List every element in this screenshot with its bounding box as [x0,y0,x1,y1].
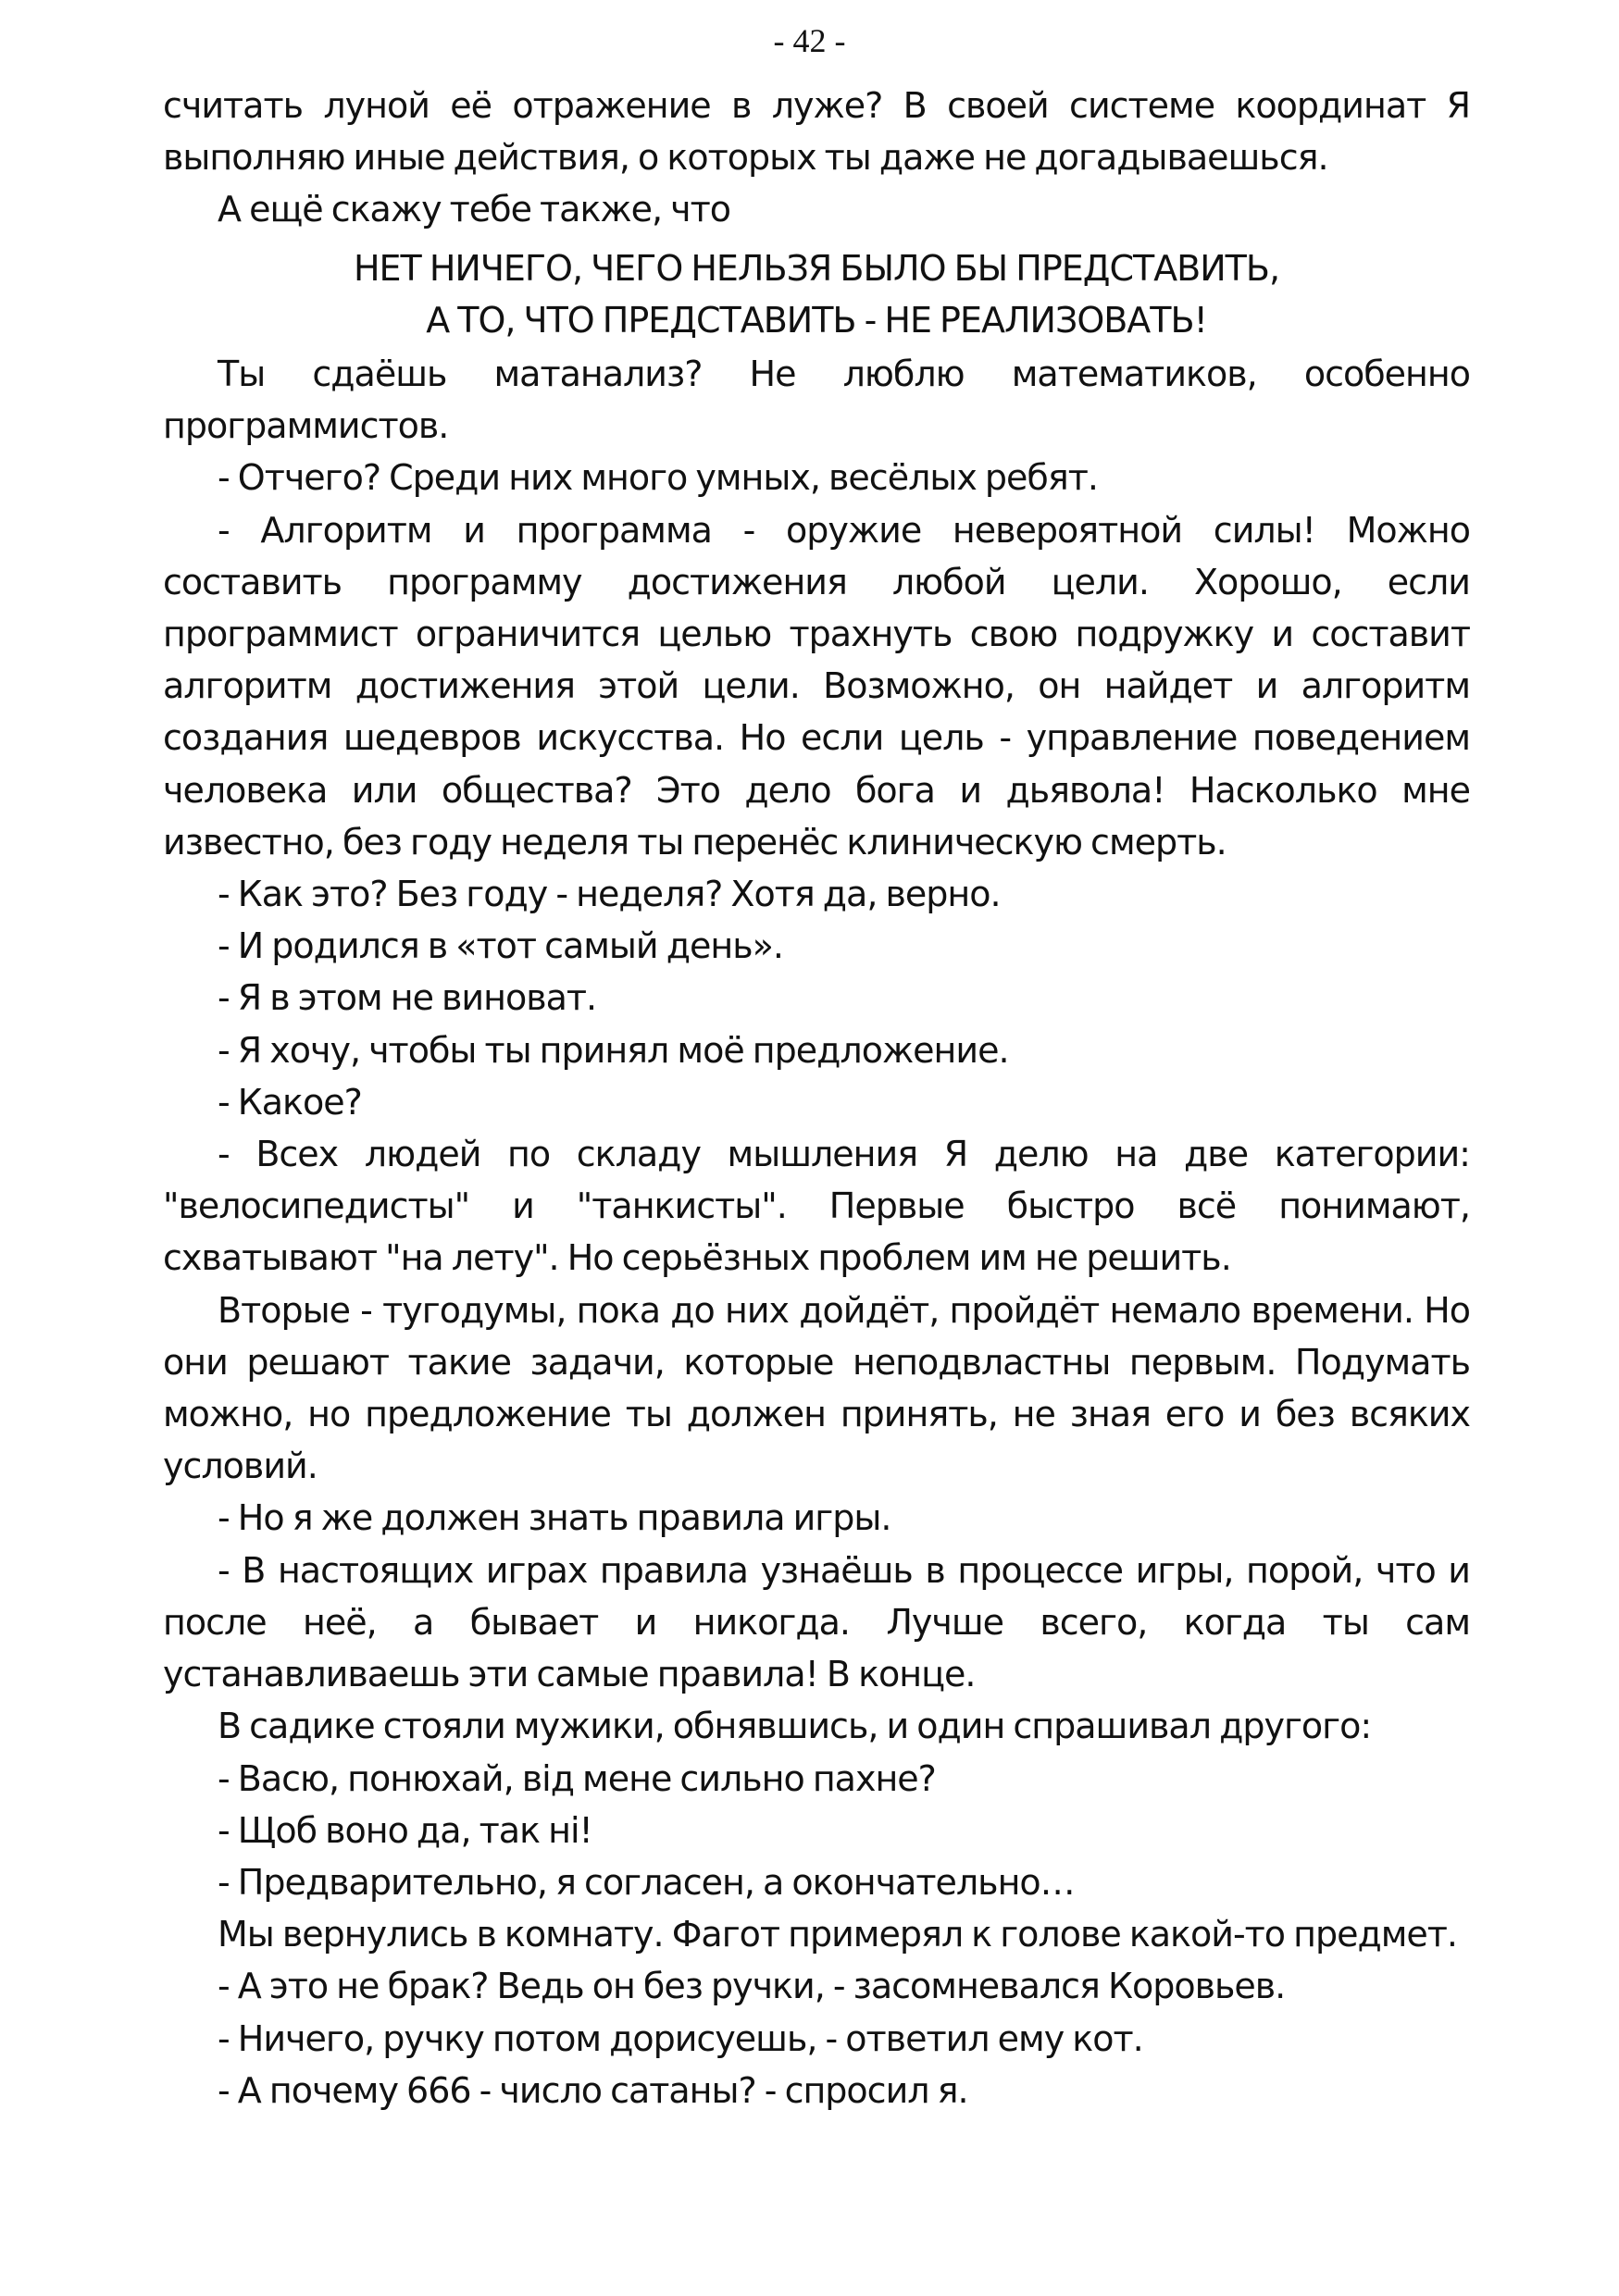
paragraph: - Васю, понюхай, вiд мене сильно пахне? [218,1757,936,1799]
body-text [163,80,1470,2116]
paragraph: - Всех людей по складу мышления Я делю на две категории: "велосипедисты" и "танкисты". Первые быстро всё понимают, схватывают "на лету". Но серьёзных проблем им не решить. [163,1134,1470,1279]
paragraph: - Отчего? Среди них много умных, весёлых ребят. [218,457,1098,499]
paragraph: - Как это? Без году - неделя? Хотя да, верно. [218,874,1001,915]
centered-heading-line: НЕТ НИЧЕГО, ЧЕГО НЕЛЬЗЯ БЫЛО БЫ ПРЕДСТАВИТЬ, [353,247,1280,289]
paragraph: Мы вернулись в комнату. Фагот примерял к голове какой-то предмет. [218,1914,1458,1955]
paragraph: - Я в этом не виноват. [218,977,597,1019]
paragraph: - Щоб воно да, так нi! [218,1809,592,1851]
page-number: - 42 - [773,22,846,59]
paragraph: - И родился в «тот самый день». [218,925,783,967]
paragraph: Ты сдаёшь матанализ? Не люблю математиков, особенно программистов. [163,354,1470,447]
paragraph: - Но я же должен знать правила игры. [218,1497,891,1539]
paragraph: - В настоящих играх правила узнаёшь в процессе игры, порой, что и после неё, а бывает и никогда. Лучше всего, когда ты сам устанавливаешь эти самые правила! В конце. [163,1549,1470,1695]
paragraph: считать луной её отражение в луже? В своей системе координат Я выполняю иные действия, о которых ты даже не догадываешься. [163,85,1470,179]
paragraph: - Ничего, ручку потом дорисуешь, - ответил ему кот. [218,2017,1143,2059]
centered-heading-line: А ТО, ЧТО ПРЕДСТАВИТЬ - НЕ РЕАЛИЗОВАТЬ! [426,299,1207,341]
paragraph: - А почему 666 - число сатаны? - спросил я. [218,2069,968,2111]
paragraph: А ещё скажу тебе также, что [218,189,731,230]
paragraph: В садике стояли мужики, обнявшись, и один спрашивал другого: [218,1706,1372,1747]
paragraph: - Алгоритм и программа - оружие невероятной силы! Можно составить программу достижения любой цели. Хорошо, если программист ограничится целью трахнуть свою подружку и составит алгоритм достижения этой цели. Возможно, он найдет и алгоритм создания шедевров искусства. Но если цель - управление поведением человека или общества? Это дело бога и дьявола! Насколько мне известно, без году неделя ты перенёс клиническую смерть. [163,509,1470,863]
paragraph: - А это не брак? Ведь он без ручки, - засомневался Коровьев. [218,1966,1286,2007]
paragraph: - Предварительно, я согласен, а окончательно… [218,1861,1075,1903]
paragraph: - Какое? [218,1081,362,1123]
paragraph: - Я хочу, чтобы ты принял моё предложение. [218,1029,1009,1071]
paragraph: Вторые - тугодумы, пока до них дойдёт, пройдёт немало времени. Но они решают такие задачи, которые неподвластны первым. Подумать можно, но предложение ты должен принять, не зная его и без всяких условий. [163,1289,1470,1487]
